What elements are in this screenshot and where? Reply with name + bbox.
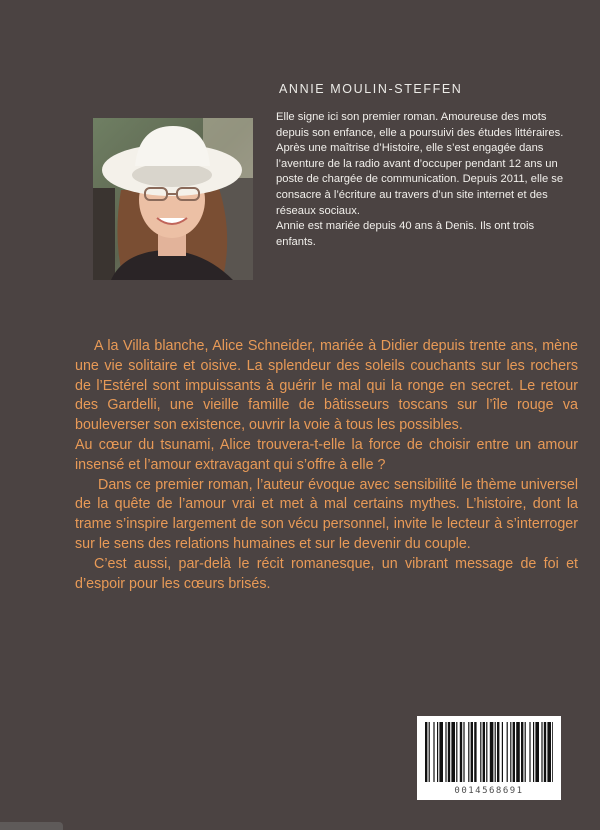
barcode-digits: 0014568691 bbox=[454, 786, 524, 796]
barcode-bar bbox=[474, 722, 476, 782]
barcode-bar bbox=[541, 722, 542, 782]
barcode-bar bbox=[456, 722, 457, 782]
barcode-bar bbox=[448, 722, 450, 782]
barcode-bar bbox=[513, 722, 515, 782]
barcode-bar bbox=[525, 722, 526, 782]
synopsis-paragraph: C’est aussi, par-delà le récit romanesque, un vibrant message de foi et d’espoir pour les cœurs brisés. bbox=[75, 555, 578, 592]
barcode-bar bbox=[490, 722, 494, 782]
author-name: ANNIE MOULIN-STEFFEN bbox=[279, 82, 463, 96]
barcode-bar bbox=[468, 722, 469, 782]
barcode-bar bbox=[439, 722, 443, 782]
barcode-bar bbox=[437, 722, 438, 782]
barcode-bar bbox=[483, 722, 485, 782]
barcode-bar bbox=[486, 722, 487, 782]
barcode-bars bbox=[425, 722, 553, 782]
synopsis-paragraph: Dans ce premier roman, l’auteur évoque avec sensibilité le thème universel de la quête de l’amour vrai et met à mal certains mythes. L’histoire, dont la trame s’inspire largement de son vécu personnel, invite le lecteur à s’interroger sur le sens des relations humaines et sur le devenir du couple. bbox=[75, 476, 578, 552]
barcode bbox=[417, 716, 561, 800]
author-photo bbox=[93, 118, 253, 280]
barcode-bar bbox=[516, 722, 520, 782]
synopsis-paragraph: Au cœur du tsunami, Alice trouvera-t-elle la force de choisir entre un amour insensé et l’amour extravagant qui s’offre à elle ? bbox=[75, 436, 578, 473]
barcode-bar bbox=[451, 722, 455, 782]
barcode-bar bbox=[547, 722, 551, 782]
barcode-bar bbox=[429, 722, 430, 782]
barcode-bar bbox=[433, 722, 434, 782]
barcode-bar bbox=[502, 722, 503, 782]
synopsis-paragraph: A la Villa blanche, Alice Schneider, mariée à Didier depuis trente ans, mène une vie solitaire et oisive. La splendeur des soleils couchants sur les rochers de l’Estérel sont impuissants à guérir le mal qui la ronge en secret. Le retour des Gardelli, une vieille famille de bâtisseurs toscans sur l’île rouge va bouleverser son existence, ouvrir la voie à tous les possibles. bbox=[75, 338, 578, 434]
barcode-bar bbox=[533, 722, 534, 782]
barcode-bar bbox=[529, 722, 530, 782]
bio-paragraph: Annie est mariée depuis 40 ans à Denis. Ils ont trois enfants. bbox=[276, 220, 535, 248]
author-bio bbox=[276, 110, 564, 250]
barcode-bar bbox=[425, 722, 427, 782]
barcode-bar bbox=[510, 722, 511, 782]
barcode-bar bbox=[507, 722, 508, 782]
synopsis bbox=[75, 337, 578, 594]
barcode-bar bbox=[495, 722, 496, 782]
barcode-bar bbox=[445, 722, 446, 782]
barcode-bar bbox=[544, 722, 546, 782]
barcode-bar bbox=[535, 722, 539, 782]
barcode-bar bbox=[497, 722, 499, 782]
barcode-bar bbox=[471, 722, 473, 782]
bio-paragraph: Elle signe ici son premier roman. Amoureuse des mots depuis son enfance, elle a poursuivi des études littéraires. Après une maîtrise d’Histoire, elle s’est engagée dans l’aventure de la radio avant d’occuper pendant 12 ans un poste de chargée de communication. Depuis 2011, elle se consacre à l’écriture au travers d’un site internet et des réseaux sociaux. bbox=[276, 111, 564, 217]
corner-tag bbox=[0, 822, 63, 830]
barcode-bar bbox=[480, 722, 481, 782]
barcode-bar bbox=[552, 722, 553, 782]
barcode-bar bbox=[463, 722, 464, 782]
barcode-bar bbox=[460, 722, 462, 782]
barcode-bar bbox=[521, 722, 523, 782]
